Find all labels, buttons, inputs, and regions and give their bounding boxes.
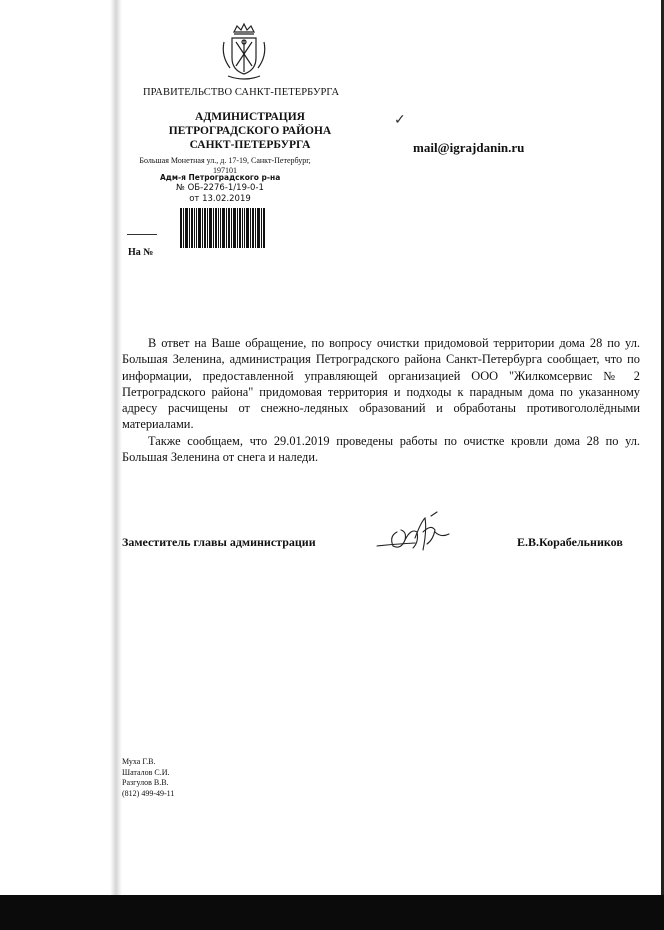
stamp-number: № ОБ-2276-1/19-0-1 xyxy=(176,183,264,193)
signer-title: Заместитель главы администрации xyxy=(122,535,316,549)
body-paragraph: В ответ на Ваше обращение, по вопросу очистки придомовой территории дома 28 по ул. Большая Зеленина, администрация Петроградского района Санкт-Петербурга сообщает, что по информации, предоставленной управляющей организацией ООО "Жилкомсервис № 2 Петроградского района" придомовая территория и подходы к парадным дома по указанному адресу расчищены от снежно-ледяных образований и обработаны противогололёдными материалами. xyxy=(122,336,640,432)
handwritten-signature-icon xyxy=(375,510,455,562)
check-mark: ✓ xyxy=(394,113,406,128)
administration-title xyxy=(150,110,350,152)
footer-line: Разгулов В.В. xyxy=(122,778,169,787)
registration-stamp xyxy=(160,172,280,205)
stamp-date: от 13.02.2019 xyxy=(189,194,251,204)
footer-phone: (812) 499-49-11 xyxy=(122,788,175,798)
barcode-icon xyxy=(180,208,265,248)
admin-line: ПЕТРОГРАДСКОГО РАЙОНА xyxy=(168,125,332,137)
body-paragraph: Также сообщаем, что 29.01.2019 проведены работы по очистке кровли дома 28 по ул. Большая Зеленина от снега и наледи. xyxy=(122,433,640,465)
reference-line xyxy=(127,234,157,235)
coat-of-arms-icon xyxy=(218,22,270,84)
scan-shadow xyxy=(110,0,122,895)
address-line: 197101 xyxy=(213,166,237,175)
address-line: Большая Монетная ул., д. 17-19, Санкт-Петербург, xyxy=(139,156,311,165)
reference-number-label: На № xyxy=(128,247,154,258)
footer-line: Шаталов С.И. xyxy=(122,767,170,777)
government-title: ПРАВИТЕЛЬСТВО САНКТ-ПЕТЕРБУРГА xyxy=(143,87,340,98)
stamp-office: Адм-я Петроградского р-на xyxy=(160,173,281,182)
recipient-email: mail@igrajdanin.ru xyxy=(413,140,525,155)
scan-bottom-border xyxy=(0,895,664,930)
admin-line: САНКТ-ПЕТЕРБУРГА xyxy=(189,139,311,151)
executors-footer xyxy=(122,757,174,799)
admin-line: АДМИНИСТРАЦИЯ xyxy=(195,111,305,123)
letter-body xyxy=(122,335,640,465)
footer-line: Муха Г.В. xyxy=(122,757,156,766)
signer-name: Е.В.Корабельников xyxy=(517,535,623,549)
